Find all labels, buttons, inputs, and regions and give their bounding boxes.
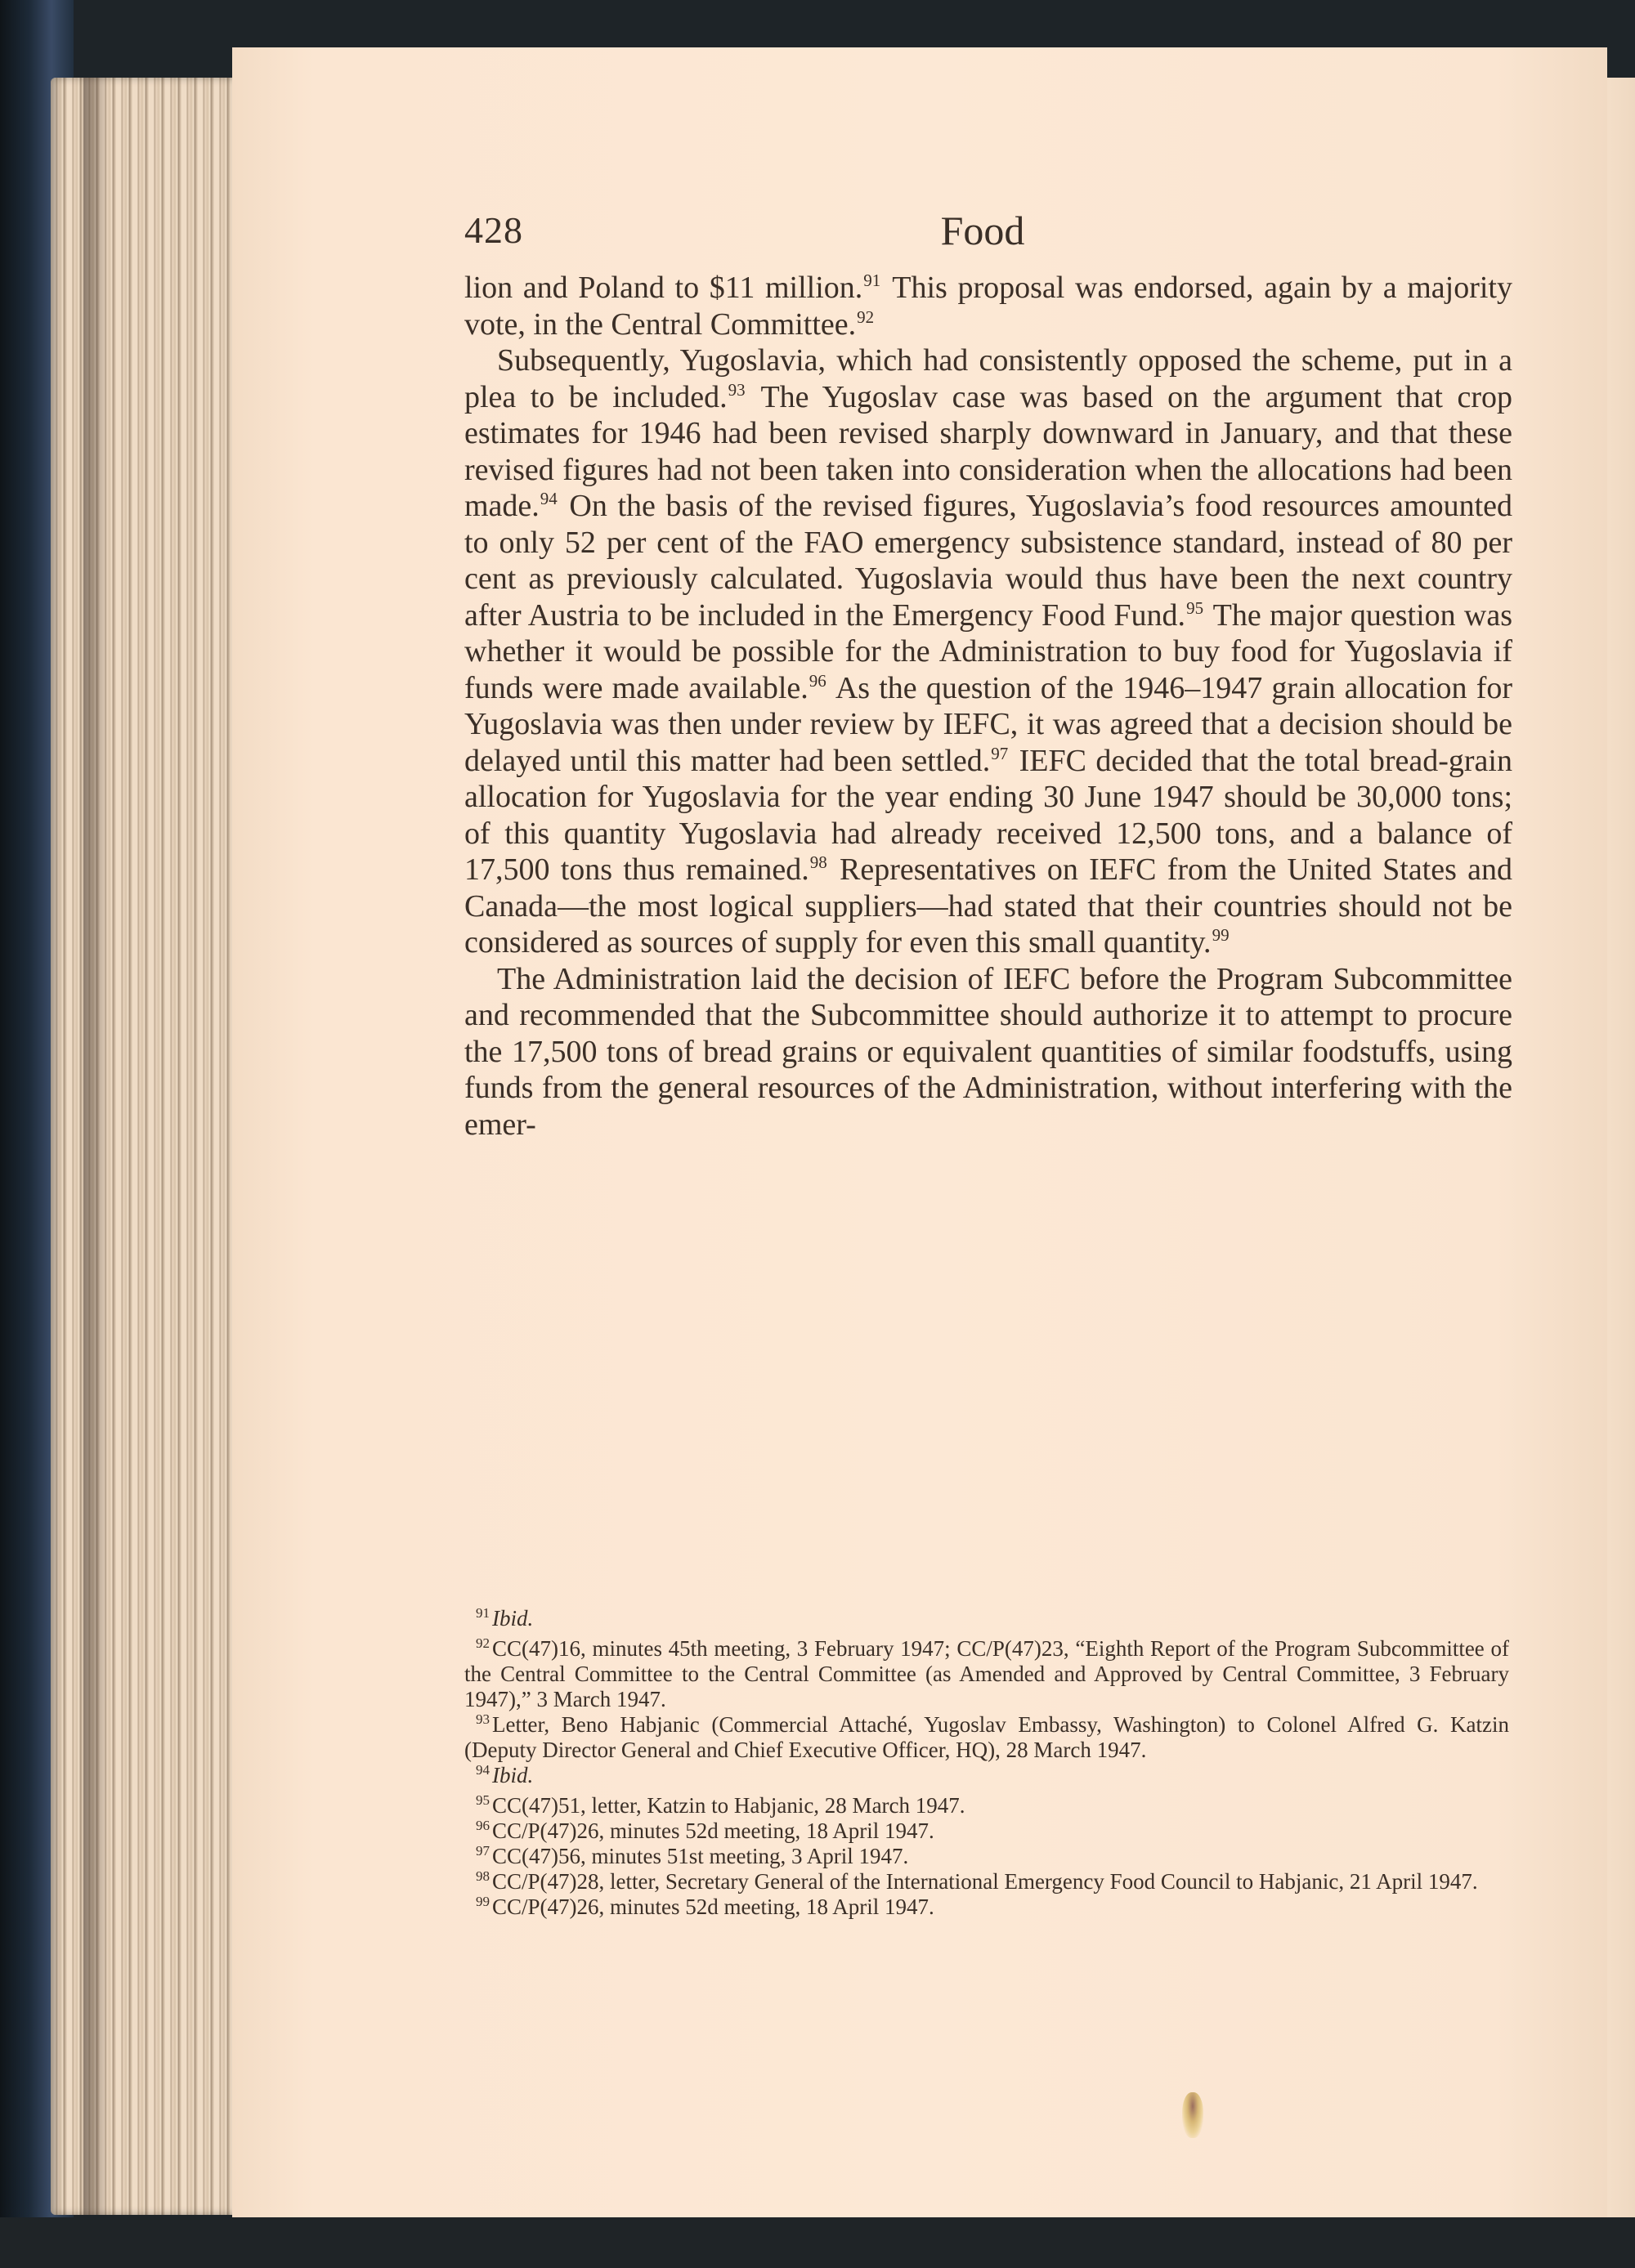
page-edges-stack xyxy=(51,78,232,2215)
footnote-number: 93 xyxy=(476,1711,490,1727)
text-run: The Administration laid the decision of IEFC before the Program Subcommittee and recommended that the Subcommittee should authorize it to attempt to procure the 17,500 tons of bread grains or equivalent quantities of similar foodstuffs, using funds from the general resources of the Administration, without interfering with the emer- xyxy=(464,961,1512,1142)
footnote xyxy=(464,1763,1509,1788)
footnote xyxy=(464,1869,1509,1894)
footnote-text: CC/P(47)26, minutes 52d meeting, 18 April 1947. xyxy=(492,1818,934,1843)
running-head: Food xyxy=(940,208,1025,253)
footnote-reference: 96 xyxy=(809,670,826,691)
footnote-number: 96 xyxy=(476,1818,490,1833)
text-run: The Yugoslav case was based on the argument that crop estimates for 1946 had been revised sharply downward in January, and that these revised figures had not been taken into consideration when the allocations had been made. xyxy=(464,379,1512,523)
footnote xyxy=(464,1793,1509,1818)
footnote-number: 94 xyxy=(476,1762,490,1778)
footnote-reference: 94 xyxy=(540,489,558,509)
text-run: This proposal was endorsed, again by a majority vote, in the Central Committee. xyxy=(464,271,1512,342)
footnote-reference: 99 xyxy=(1212,925,1230,946)
text-run: The major question was whether it would be possible for the Administration to buy food for Yugoslavia if funds were made available. xyxy=(464,597,1512,705)
footnote-reference: 95 xyxy=(1186,597,1204,618)
footnote xyxy=(464,1712,1509,1763)
footnote-text: CC/P(47)26, minutes 52d meeting, 18 April 1947. xyxy=(492,1894,934,1919)
footnote xyxy=(464,1636,1509,1712)
footnote-number: 97 xyxy=(476,1843,490,1859)
paper-stain-mark xyxy=(1182,2092,1203,2138)
footnote-number: 95 xyxy=(476,1792,490,1808)
paragraph xyxy=(464,270,1512,342)
paragraph xyxy=(464,342,1512,961)
body-text xyxy=(464,270,1512,1143)
paragraph xyxy=(464,961,1512,1143)
text-run: As the question of the 1946–1947 grain allocation for Yugoslavia was then under review by IEFC, it was agreed that a decision should be delayed until this matter had been settled. xyxy=(464,670,1512,778)
footnote-reference: 91 xyxy=(863,271,881,291)
text-run: Subsequently, Yugoslavia, which had consistently opposed the scheme, put in a plea to be included. xyxy=(464,343,1512,414)
footnote-reference: 97 xyxy=(991,743,1009,763)
footnote-number: 92 xyxy=(476,1635,490,1651)
footnote-reference: 98 xyxy=(809,852,827,873)
footnote-text: Letter, Beno Habjanic (Commercial Attaché, Yugoslav Embassy, Washington) to Colonel Alfred G. Katzin (Deputy Director General and Chief Executive Officer, HQ), 28 March 1947. xyxy=(464,1712,1509,1762)
background-surface xyxy=(0,2217,1635,2268)
footnote-reference: 93 xyxy=(728,379,746,400)
text-run: Representatives on IEFC from the United States and Canada—the most logical suppliers—had stated that their countries should not be considered as sources of supply for even this small quantity. xyxy=(464,852,1513,960)
page-number: 428 xyxy=(464,209,523,251)
footnote xyxy=(464,1894,1509,1920)
text-run: IEFC decided that the total bread-grain allocation for Yugoslavia for the year ending 30 June 1947 should be 30,000 tons; of this quantity Yugoslavia had already received 12,500 tons, and a balance of 17,500 tons thus remained. xyxy=(464,743,1512,887)
footnote xyxy=(464,1606,1509,1631)
footnote-text: Ibid. xyxy=(492,1606,534,1631)
page-header xyxy=(464,206,1501,263)
footnotes xyxy=(464,1606,1509,1920)
text-run: On the basis of the revised figures, Yugoslavia’s food resources amounted to only 52 per cent of the FAO emergency subsistence standard, instead of 80 per cent as previously calculated. Yugoslavia would thus have been the next country after Austria to be included in the Emergency Food Fund. xyxy=(464,489,1512,633)
footnote-number: 98 xyxy=(476,1868,490,1884)
footnote-text: CC(47)16, minutes 45th meeting, 3 February 1947; CC/P(47)23, “Eighth Report of the Program Subcommittee of the Central Committee to the Central Committee (as Amended and Approved by Central Committee, 3 February 1947),” 3 March 1947. xyxy=(464,1636,1509,1711)
footnote-text: CC(47)56, minutes 51st meeting, 3 April 1947. xyxy=(492,1844,909,1868)
footnote-number: 99 xyxy=(476,1894,490,1909)
footnote-number: 91 xyxy=(476,1605,490,1621)
footnote xyxy=(464,1818,1509,1844)
footnote-reference: 92 xyxy=(857,306,875,327)
footnote-text: CC(47)51, letter, Katzin to Habjanic, 28 March 1947. xyxy=(492,1793,965,1818)
text-run: lion and Poland to $11 million. xyxy=(464,271,863,305)
footnote-text: Ibid. xyxy=(492,1763,534,1787)
footnote-text: CC/P(47)28, letter, Secretary General of the International Emergency Food Council to Habjanic, 21 April 1947. xyxy=(492,1869,1478,1894)
footnote xyxy=(464,1844,1509,1869)
